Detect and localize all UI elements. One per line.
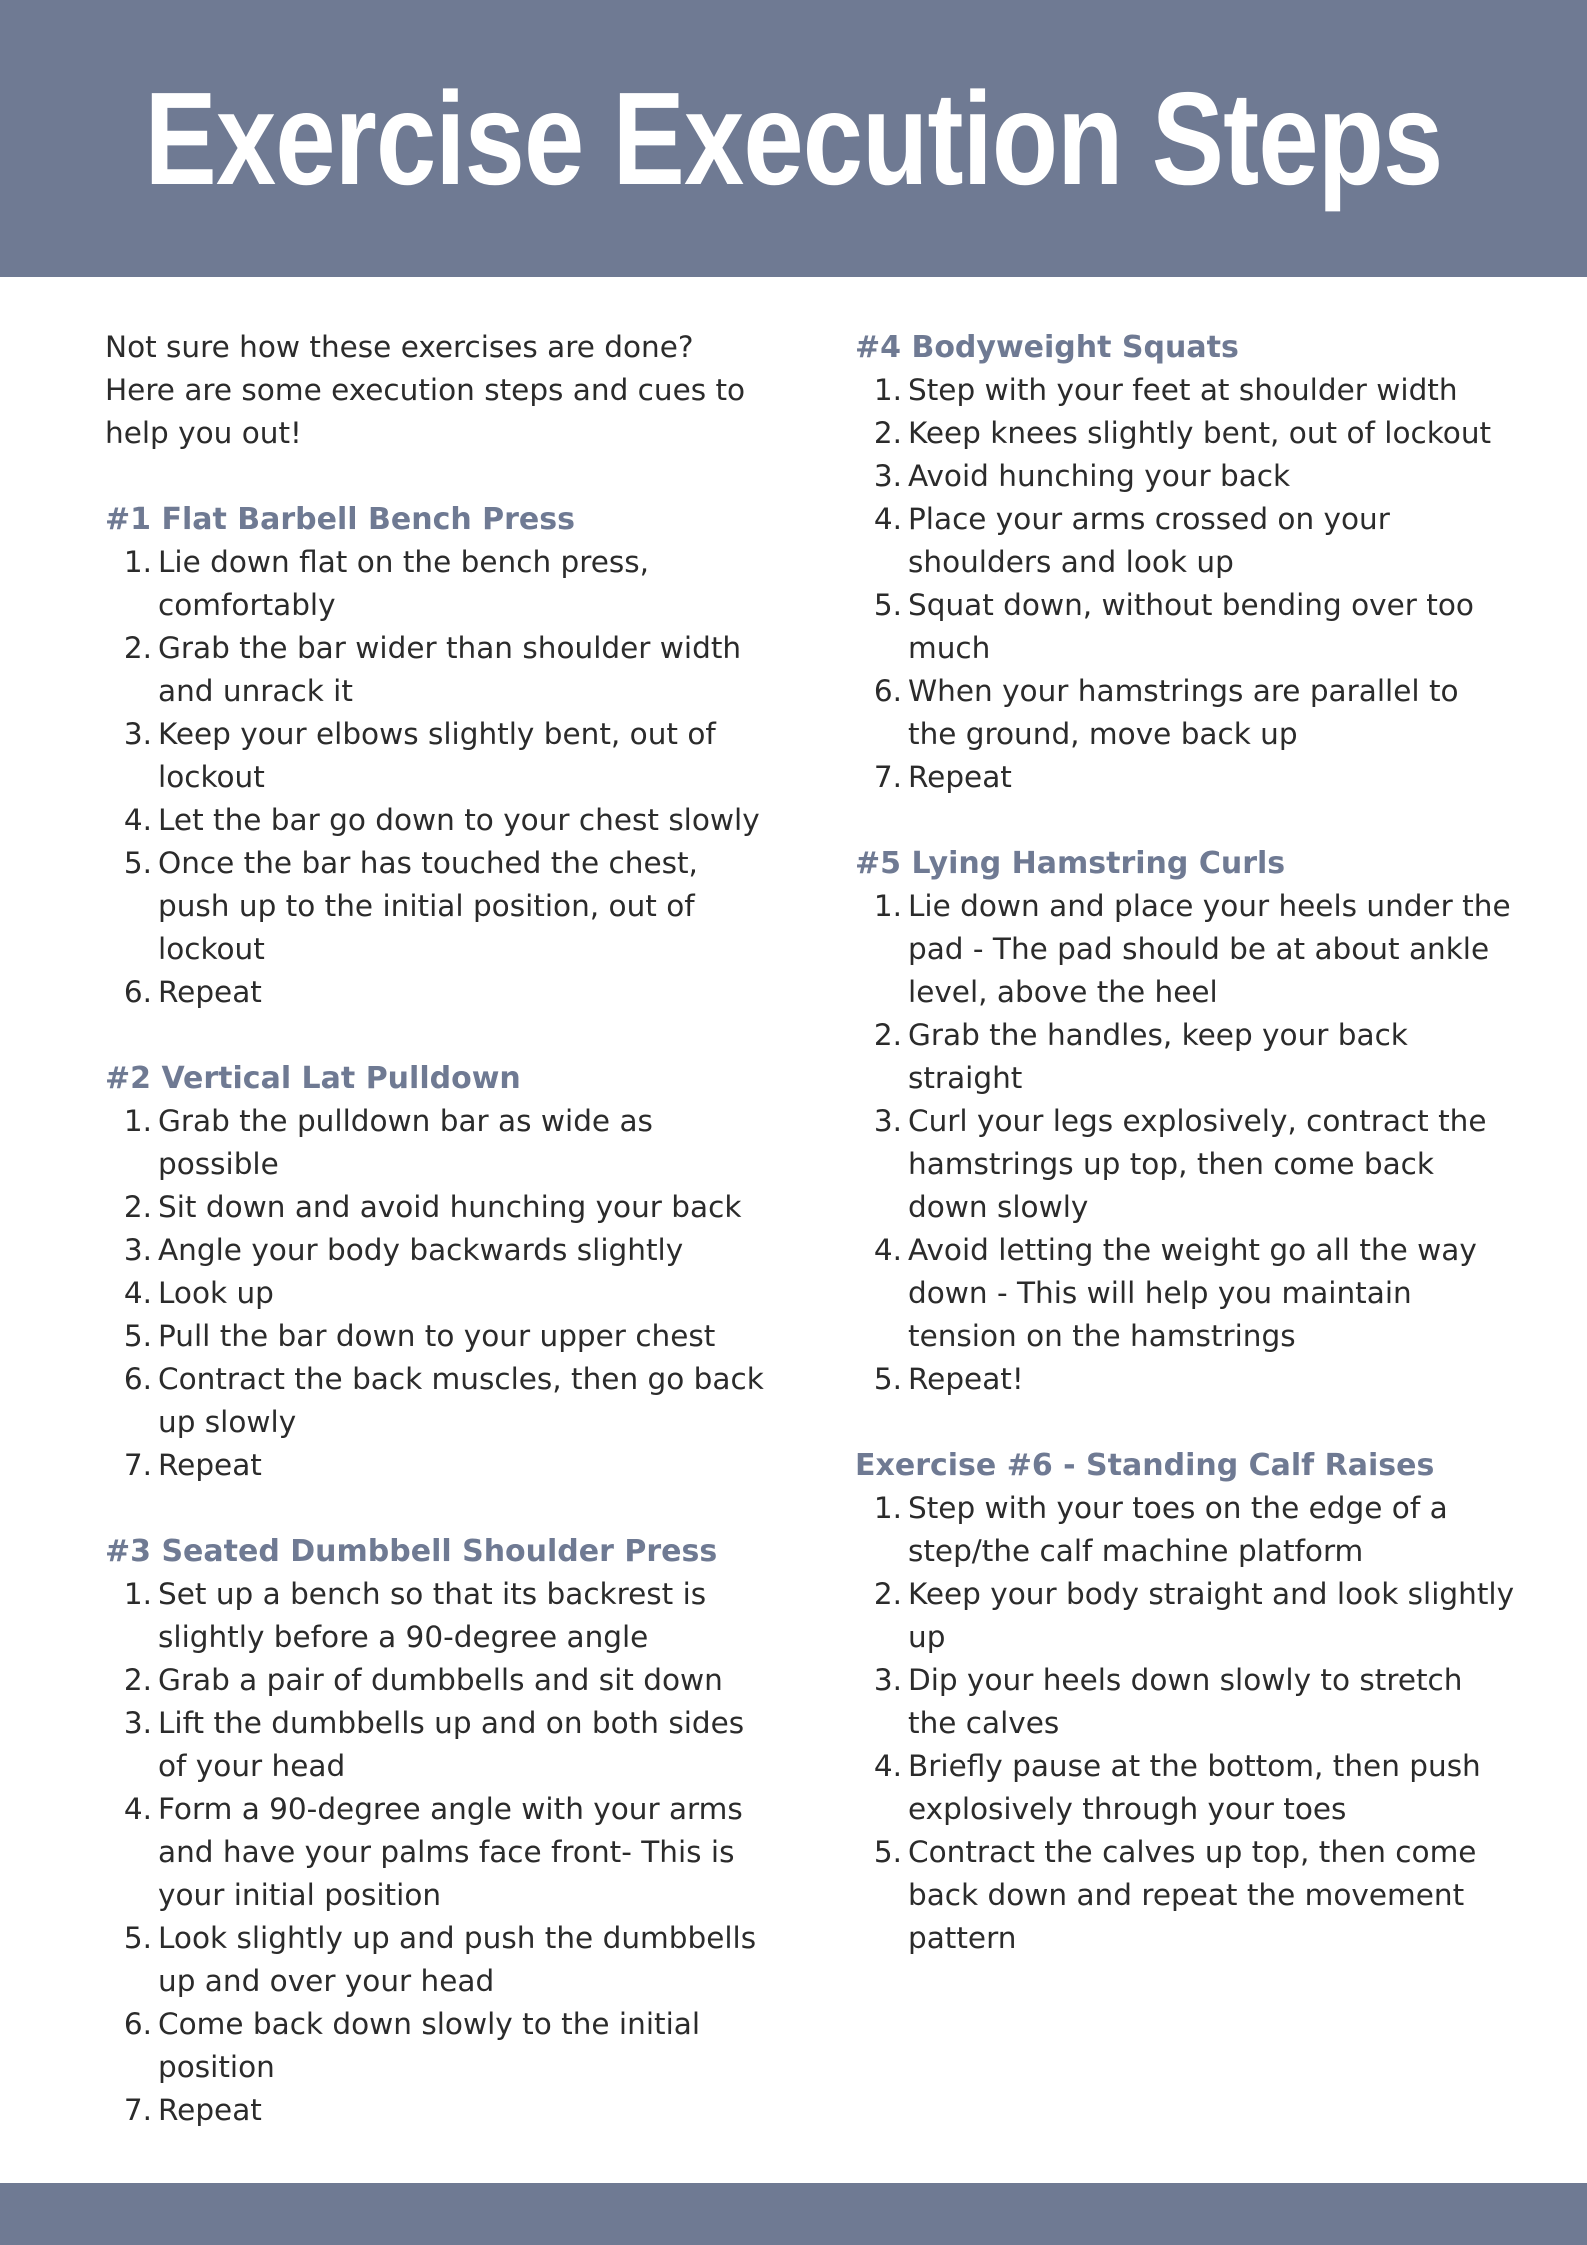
step-text: Repeat [158,2093,262,2127]
step-text: Keep knees slightly bent, out of lockout [908,416,1492,450]
step-item [105,842,765,971]
step-text: Step with your feet at shoulder width [908,373,1458,407]
step-item [105,713,765,799]
step-item [855,1573,1515,1659]
step-number: 7. [123,1448,152,1482]
step-item [855,584,1515,670]
step-number: 5. [123,1319,152,1353]
step-number: 2. [123,1663,152,1697]
section-calf-raises [855,1444,1515,1960]
step-text: Angle your body backwards slightly [158,1233,684,1267]
step-text: Form a 90-degree angle with your arms and have your palms face front- This is your initial position [158,1792,743,1912]
step-text: Set up a bench so that its backrest is slightly before a 90-degree angle [158,1577,707,1654]
step-text: Look slightly up and push the dumbbells up and over your head [158,1921,757,1998]
step-number: 5. [873,588,902,622]
section-title: #1 Flat Barbell Bench Press [105,502,575,537]
step-number: 6. [123,1362,152,1396]
step-item [855,670,1515,756]
step-item [855,1659,1515,1745]
step-text: Place your arms crossed on your shoulders and look up [908,502,1390,579]
page-title: Exercise Execution Steps [144,65,1443,212]
step-number: 2. [873,416,902,450]
step-number: 1. [873,373,902,407]
step-number: 4. [123,1792,152,1826]
step-number: 4. [123,1276,152,1310]
step-number: 1. [873,1491,902,1525]
step-text: Come back down slowly to the initial position [158,2007,701,2084]
section-hamstring-curls [855,842,1515,1401]
step-text: Pull the bar down to your upper chest [158,1319,716,1353]
step-item [105,799,765,842]
step-text: Look up [158,1276,274,1310]
step-number: 1. [123,1577,152,1611]
step-text: Avoid hunching your back [908,459,1291,493]
step-number: 3. [123,1706,152,1740]
step-text: Lift the dumbbells up and on both sides of your head [158,1706,745,1783]
step-text: When your hamstrings are parallel to the ground, move back up [908,674,1459,751]
step-number: 6. [123,2007,152,2041]
step-number: 3. [873,1104,902,1138]
step-text: Grab the pulldown bar as wide as possible [158,1104,653,1181]
step-number: 2. [873,1018,902,1052]
section-title: #3 Seated Dumbbell Shoulder Press [105,1534,718,1569]
step-number: 7. [873,760,902,794]
section-lat-pulldown [105,1057,765,1487]
step-text: Step with your toes on the edge of a step/the calf machine platform [908,1491,1448,1568]
steps-list [855,885,1515,1401]
step-item [105,1229,765,1272]
step-number: 3. [873,1663,902,1697]
step-item [855,412,1515,455]
step-item [855,1100,1515,1229]
step-item [105,1444,765,1487]
step-number: 5. [873,1362,902,1396]
step-text: Dip your heels down slowly to stretch the calves [908,1663,1463,1740]
step-item [855,1831,1515,1960]
steps-list [855,1487,1515,1960]
step-number: 4. [873,502,902,536]
step-item [105,627,765,713]
step-number: 2. [873,1577,902,1611]
section-title: #5 Lying Hamstring Curls [855,846,1286,881]
steps-list [105,541,765,1014]
step-text: Briefly pause at the bottom, then push explosively through your toes [908,1749,1481,1826]
step-number: 6. [123,975,152,1009]
step-text: Repeat! [908,1362,1024,1396]
section-bench-press [105,498,765,1014]
section-title: #2 Vertical Lat Pulldown [105,1061,521,1096]
step-item [105,2089,765,2132]
step-number: 2. [123,1190,152,1224]
step-text: Grab the handles, keep your back straight [908,1018,1408,1095]
step-text: Let the bar go down to your chest slowly [158,803,760,837]
step-number: 1. [123,545,152,579]
step-item [105,2003,765,2089]
step-number: 6. [873,674,902,708]
step-text: Grab the bar wider than shoulder width and unrack it [158,631,742,708]
step-text: Grab a pair of dumbbells and sit down [158,1663,723,1697]
steps-list [105,1100,765,1487]
footer-bar [0,2183,1587,2245]
section-title: Exercise #6 - Standing Calf Raises [855,1448,1435,1483]
step-item [105,1100,765,1186]
step-text: Contract the back muscles, then go back up slowly [158,1362,764,1439]
step-item [105,1358,765,1444]
step-item [855,1487,1515,1573]
header-banner [0,0,1587,277]
step-item [855,498,1515,584]
right-column [855,326,1515,2003]
section-shoulder-press [105,1530,765,2132]
step-number: 4. [873,1233,902,1267]
step-text: Repeat [158,1448,262,1482]
step-item [855,369,1515,412]
step-number: 3. [123,717,152,751]
step-text: Lie down flat on the bench press, comfortably [158,545,649,622]
section-squats [855,326,1515,799]
step-text: Squat down, without bending over too much [908,588,1474,665]
step-number: 3. [873,459,902,493]
step-text: Avoid letting the weight go all the way down - This will help you maintain tension on the hamstrings [908,1233,1477,1353]
step-number: 1. [123,1104,152,1138]
step-item [105,1315,765,1358]
step-item [855,1358,1515,1401]
step-number: 4. [873,1749,902,1783]
step-text: Once the bar has touched the chest, push up to the initial position, out of lockout [158,846,698,966]
step-item [855,756,1515,799]
step-item [105,541,765,627]
step-text: Lie down and place your heels under the pad - The pad should be at about ankle level, above the heel [908,889,1511,1009]
step-item [105,1272,765,1315]
step-item [105,1917,765,2003]
step-item [105,1702,765,1788]
step-number: 7. [123,2093,152,2127]
step-text: Sit down and avoid hunching your back [158,1190,742,1224]
step-text: Keep your elbows slightly bent, out of lockout [158,717,716,794]
steps-list [105,1573,765,2132]
intro-text: Not sure how these exercises are done? Here are some execution steps and cues to help you out! [105,330,746,450]
step-text: Repeat [158,975,262,1009]
step-item [105,1573,765,1659]
step-text: Repeat [908,760,1012,794]
step-number: 3. [123,1233,152,1267]
step-item [855,455,1515,498]
step-item [105,1659,765,1702]
step-text: Keep your body straight and look slightly up [908,1577,1515,1654]
step-text: Curl your legs explosively, contract the hamstrings up top, then come back down slowly [908,1104,1487,1224]
step-number: 2. [123,631,152,665]
step-number: 5. [123,1921,152,1955]
step-item [855,1229,1515,1358]
step-item [105,1186,765,1229]
step-item [855,885,1515,1014]
steps-list [855,369,1515,799]
step-number: 5. [123,846,152,880]
section-title: #4 Bodyweight Squats [855,330,1239,365]
left-column [105,326,765,2175]
step-number: 4. [123,803,152,837]
step-number: 1. [873,889,902,923]
step-item [855,1745,1515,1831]
step-item [105,971,765,1014]
step-text: Contract the calves up top, then come back down and repeat the movement pattern [908,1835,1477,1955]
step-number: 5. [873,1835,902,1869]
step-item [105,1788,765,1917]
step-item [855,1014,1515,1100]
